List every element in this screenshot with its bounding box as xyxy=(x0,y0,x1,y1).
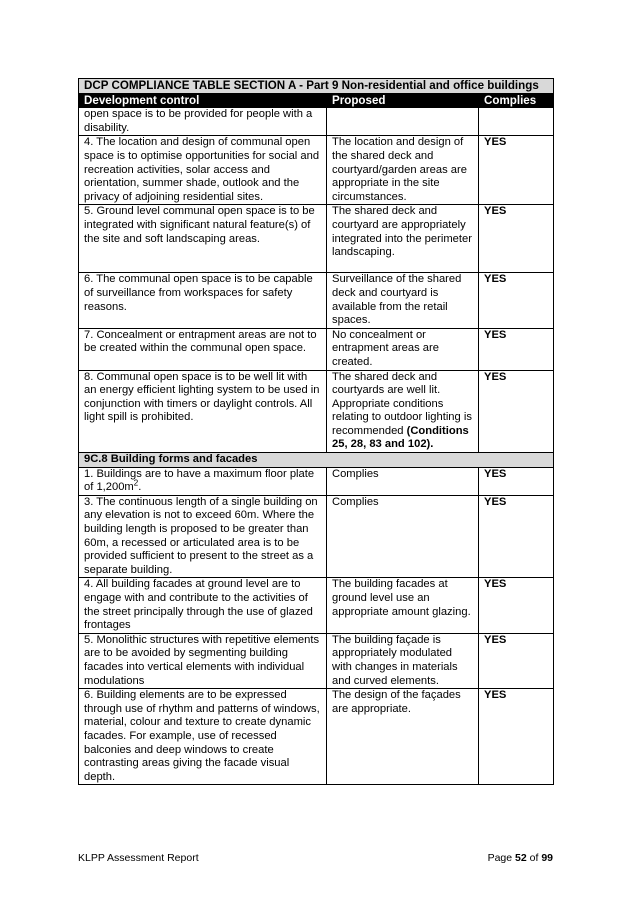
complies-cell: YES xyxy=(479,467,554,495)
proposed-cell: No concealment or entrapment areas are created. xyxy=(327,328,479,370)
proposed-cell: Surveillance of the shared deck and courtyard is available from the retail spaces. xyxy=(327,273,479,328)
control-cell: open space is to be provided for people with a disability. xyxy=(79,108,327,136)
complies-cell: YES xyxy=(479,273,554,328)
table-row xyxy=(79,108,554,136)
footer-report-title: KLPP Assessment Report xyxy=(78,852,199,864)
control-cell: 6. Building elements are to be expressed through use of rhythm and patterns of windows, material, colour and texture to create dynamic facades. For example, use of recessed balconies and deep windows to create contrasting areas giving the facade visual depth. xyxy=(79,689,327,785)
control-cell xyxy=(79,467,327,495)
table-row xyxy=(79,689,554,785)
section-title: 9C.8 Building forms and facades xyxy=(79,453,554,468)
proposed-cell: The building façade is appropriately modulated with changes in materials and curved elements. xyxy=(327,633,479,688)
conditions-reference: (Conditions 25, 28, 83 and 102). xyxy=(332,424,469,451)
table-header-row xyxy=(79,93,554,108)
proposed-cell: The building facades at ground level use an appropriate amount glazing. xyxy=(327,578,479,633)
table-row xyxy=(79,136,554,205)
header-complies: Complies xyxy=(479,93,554,108)
control-cell: 6. The communal open space is to be capable of surveillance from workspaces for safety reasons. xyxy=(79,273,327,328)
table-caption: DCP COMPLIANCE TABLE SECTION A - Part 9 Non-residential and office buildings xyxy=(79,79,554,94)
proposed-cell xyxy=(327,108,479,136)
complies-cell: YES xyxy=(479,495,554,578)
proposed-text: The shared deck and courtyards are well lit. Appropriate conditions relating to outdoor lighting is recommended xyxy=(332,370,472,437)
footer-page-number xyxy=(488,852,553,864)
complies-cell xyxy=(479,108,554,136)
control-cell: 5. Monolithic structures with repetitive elements are to be avoided by segmenting building facades into vertical elements with individual modulations xyxy=(79,633,327,688)
proposed-cell: The location and design of the shared deck and courtyard/garden areas are appropriate in the site circumstances. xyxy=(327,136,479,205)
page-separator: of xyxy=(526,852,542,864)
complies-cell: YES xyxy=(479,328,554,370)
total-pages: 99 xyxy=(541,852,553,864)
table-row xyxy=(79,578,554,633)
superscript-2: 2 xyxy=(133,478,139,488)
header-proposed: Proposed xyxy=(327,93,479,108)
dcp-compliance-table xyxy=(78,78,554,785)
control-cell: 3. The continuous length of a single building on any elevation is not to exceed 60m. Where the building length is proposed to be greater than 60m, a recessed or articulated area is to be provided sufficient to present to the street as a separate building. xyxy=(79,495,327,578)
complies-cell: YES xyxy=(479,578,554,633)
current-page: 52 xyxy=(515,852,527,864)
table-row xyxy=(79,273,554,328)
proposed-cell: Complies xyxy=(327,495,479,578)
complies-cell: YES xyxy=(479,633,554,688)
table-row xyxy=(79,328,554,370)
complies-cell: YES xyxy=(479,689,554,785)
section-header-row xyxy=(79,453,554,468)
proposed-cell: Complies xyxy=(327,467,479,495)
control-cell: 4. The location and design of communal open space is to optimise opportunities for social and recreation activities, solar access and orientation, summer shade, outlook and the privacy of adjoining residential sites. xyxy=(79,136,327,205)
complies-cell: YES xyxy=(479,136,554,205)
page-prefix: Page xyxy=(487,852,516,864)
table-row xyxy=(79,205,554,273)
proposed-cell xyxy=(327,370,479,453)
control-cell: 5. Ground level communal open space is to be integrated with significant natural feature(s) of the site and soft landscaping areas. xyxy=(79,205,327,273)
table-row xyxy=(79,633,554,688)
control-cell: 7. Concealment or entrapment areas are not to be created within the communal open space. xyxy=(79,328,327,370)
control-text-end: . xyxy=(138,481,142,494)
control-text: 1. Buildings are to have a maximum floor plate of 1,200m xyxy=(84,467,315,494)
complies-cell: YES xyxy=(479,370,554,453)
control-cell: 4. All building facades at ground level are to engage with and contribute to the activities of the street principally through the use of glazed frontages xyxy=(79,578,327,633)
table-row xyxy=(79,467,554,495)
complies-cell: YES xyxy=(479,205,554,273)
header-development-control: Development control xyxy=(79,93,327,108)
table-row xyxy=(79,495,554,578)
proposed-cell: The shared deck and courtyard are appropriately integrated into the perimeter landscaping. xyxy=(327,205,479,273)
proposed-cell: The design of the façades are appropriate. xyxy=(327,689,479,785)
table-row xyxy=(79,370,554,453)
control-cell: 8. Communal open space is to be well lit with an energy efficient lighting system to be used in conjunction with timers or daylight controls. All light spill is prohibited. xyxy=(79,370,327,453)
table-caption-row xyxy=(79,79,554,94)
